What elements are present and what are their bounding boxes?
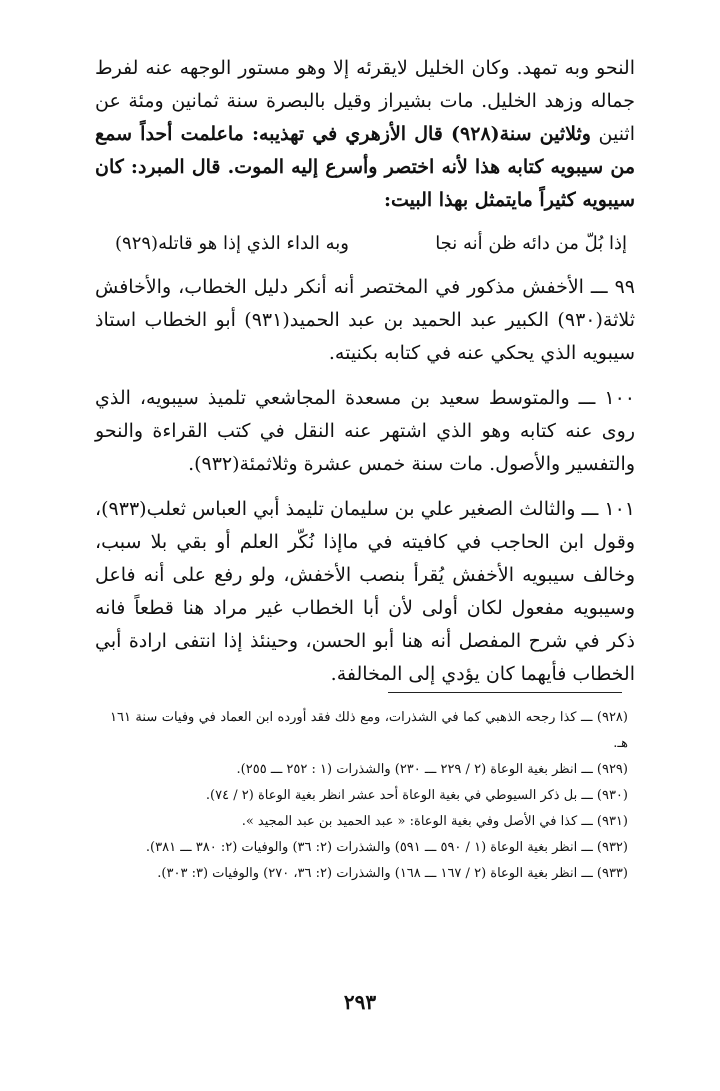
- paragraph-99: ٩٩ ـــ الأخفش مذكور في المختصر أنه أنكر دليل الخطاب، والأخافش ثلاثة(٩٣٠) الكبير عبد الحميد بن عبد الحميد(٩٣١) أبو الخطاب استاذ سيبويه الذي يحكي عنه في كتابه بكنيته.: [95, 276, 635, 364]
- footnote-931: (٩٣١) ـــ كذا في الأصل وفي بغية الوعاة: « عبد الحميد بن عبد المجيد ».: [241, 814, 628, 829]
- paragraph-100: ١٠٠ ـــ والمتوسط سعيد بن مسعدة المجاشعي تلميذ سيبويه، الذي روى عنه كتابه وهو الذي اشتهر عنه النقل في كتب القراءة والنحو والتفسير والأصول. مات سنة خمس عشرة وثلاثمئة(٩٣٢).: [95, 387, 635, 475]
- verse-first-hemistich: إذا بُلّ من دائه ظن أنه نجا: [435, 233, 627, 254]
- footnote-928: (٩٢٨) ـــ كذا رجحه الذهبي كما في الشذرات، ومع ذلك فقد أورده ابن العماد في وفيات سنة ١٦١ هـ.: [110, 710, 628, 751]
- footnote-932: (٩٣٢) ـــ انظر بغية الوعاة (١ / ٥٩٠ ـــ ٥٩١) والشذرات (٢: ٣٦) والوفيات (٢: ٣٨٠ ـــ ٣٨١).: [145, 840, 628, 855]
- footnote-933: (٩٣٣) ـــ انظر بغية الوعاة (٢ / ١٦٧ ـــ ١٦٨) والشذرات (٢: ٣٦، ٢٧٠) والوفيات (٣: ٣٠٣).: [157, 866, 628, 881]
- verse-second-hemistich: وبه الداء الذي إذا هو قاتله(٩٢٩): [115, 233, 349, 254]
- paragraph-intro-bold: وثلاثين سنة(٩٢٨) قال الأزهري في تهذيبه: ماعلمت أحداً سمع من سيبويه كتابه هذا لأنه اختصر وأسرع إليه الموت. قال المبرد: كان سيبويه كثيراً مايتمثل بهذا البيت:: [95, 123, 635, 211]
- main-text: [95, 52, 635, 691]
- footnotes: [110, 705, 628, 887]
- footnote-929: (٩٢٩) ـــ انظر بغية الوعاة (٢ / ٢٢٩ ـــ ٢٣٠) والشذرات (١ : ٢٥٢ ـــ ٢٥٥).: [236, 762, 628, 777]
- paragraph-intro: [95, 52, 635, 217]
- paragraph-101: ١٠١ ـــ والثالث الصغير علي بن سليمان تليمذ أبي العباس ثعلب(٩٣٣)، وقول ابن الحاجب في كافيته في ماإذا نُكّر العلم أو بقي بلا سبب، وخالف سيبويه الأخفش يُقرأ بنصب الأخفش، ولو رفع على أنه فاعل وسيبويه مفعول لكان أولى لأن أبا الخطاب غير مراد هنا قطعاً فانه ذكر في شرح المفصل أنه هنا أبو الحسن، وحينئذ إذا انتفى ارادة أبي الخطاب فأيهما كان يؤدي إلى المخالفة.: [95, 498, 635, 685]
- page-number: ٢٩٣: [343, 990, 377, 1014]
- footnote-930: (٩٣٠) ـــ بل ذكر السيوطي في بغية الوعاة أحد عشر انظر بغية الوعاة (٢ / ٧٤).: [205, 788, 628, 803]
- poetry-verse: [95, 229, 635, 259]
- paragraph-intro-regular: النحو وبه تمهد. وكان الخليل لايقرئه إلا وهو مستور الوجهه عنه لفرط جماله وزهد الخليل. مات بشيراز وقيل بالبصرة سنة ثمانين ومئة عن اثنين: [95, 57, 635, 145]
- footnote-divider: [388, 692, 622, 693]
